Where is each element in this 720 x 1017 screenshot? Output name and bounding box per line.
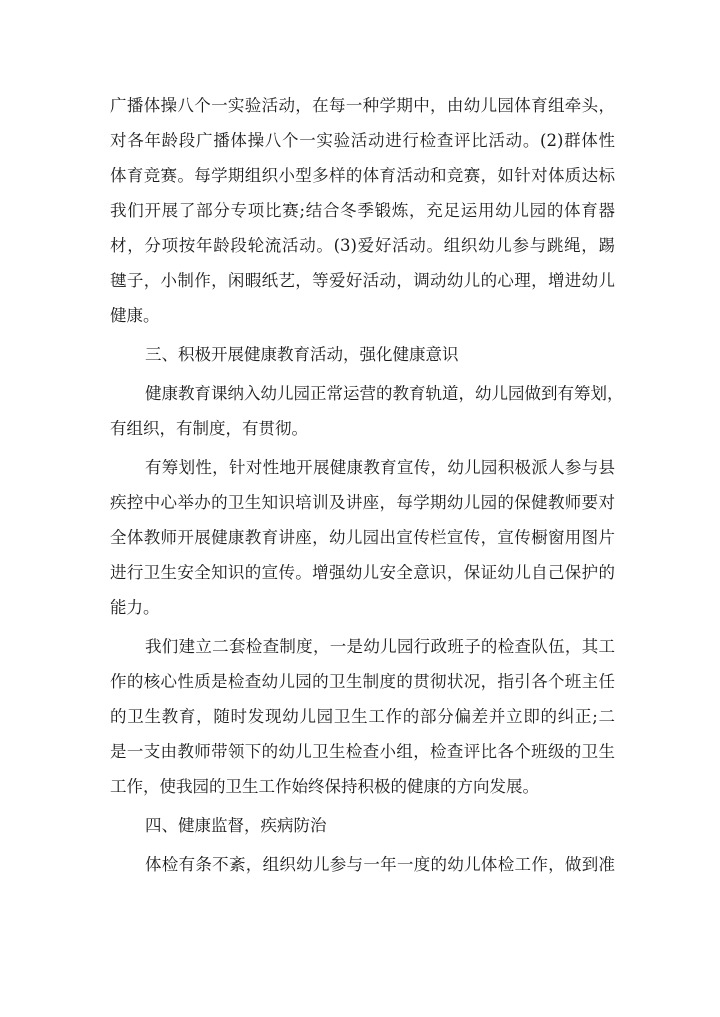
paragraph-line: 能力。	[110, 598, 160, 617]
paragraph-line: 的卫生教育，随时发现幼儿园卫生工作的部分偏差并立即的纠正;二	[110, 707, 615, 726]
paragraph-line: 是一支由教师带领下的幼儿卫生检查小组，检查评比各个班级的卫生	[110, 742, 615, 761]
paragraph-line: 广播体操八个一实验活动，在每一种学期中，由幼儿园体育组牵头，	[110, 96, 615, 115]
paragraph-line: 我们建立二套检查制度，一是幼儿园行政班子的检查队伍，其工	[145, 637, 615, 656]
paragraph-line: 疾控中心举办的卫生知识培训及讲座，每学期幼儿园的保健教师要对	[110, 493, 615, 512]
paragraph	[110, 629, 615, 804]
section-heading	[110, 337, 615, 372]
paragraph-line: 毽子，小制作，闲暇纸艺，等爱好活动，调动幼儿的心理，增进幼儿	[110, 271, 615, 290]
paragraph-line: 有组织，有制度，有贯彻。	[110, 419, 308, 438]
paragraph	[110, 88, 615, 333]
paragraph-line: 作的核心性质是检查幼儿园的卫生制度的贯彻状况，指引各个班主任	[110, 672, 615, 691]
paragraph-line: 健康教育课纳入幼儿园正常运营的教育轨道，幼儿园做到有筹划，	[145, 384, 624, 403]
paragraph-line: 全体教师开展健康教育讲座，幼儿园出宣传栏宣传，宣传橱窗用图片	[110, 528, 615, 547]
heading-line: 三、积极开展健康教育活动，强化健康意识	[145, 345, 459, 364]
paragraph-line: 健康。	[110, 306, 160, 325]
paragraph-line: 体检有条不紊，组织幼儿参与一年一度的幼儿体检工作，做到准	[145, 855, 615, 874]
paragraph-line: 材，分项按年龄段轮流活动。(3)爱好活动。组织幼儿参与跳绳，踢	[110, 236, 615, 255]
heading-line: 四、健康监督，疾病防治	[145, 816, 327, 835]
document-body	[110, 88, 624, 882]
paragraph	[110, 847, 615, 882]
paragraph	[110, 450, 615, 625]
paragraph-line: 对各年龄段广播体操八个一实验活动进行检查评比活动。(2)群体性	[110, 131, 615, 150]
paragraph-line: 工作，使我园的卫生工作始终保持积极的健康的方向发展。	[110, 777, 539, 796]
paragraph-line: 我们开展了部分专项比赛;结合冬季锻炼，充足运用幼儿园的体育器	[110, 201, 615, 220]
paragraph	[110, 376, 624, 446]
paragraph-line: 有筹划性，针对性地开展健康教育宣传，幼儿园积极派人参与县	[145, 458, 615, 477]
paragraph-line: 体育竞赛。每学期组织小型多样的体育活动和竞赛，如针对体质达标	[110, 166, 615, 185]
section-heading	[110, 808, 615, 843]
paragraph-line: 进行卫生安全知识的宣传。增强幼儿安全意识，保证幼儿自己保护的	[110, 563, 615, 582]
